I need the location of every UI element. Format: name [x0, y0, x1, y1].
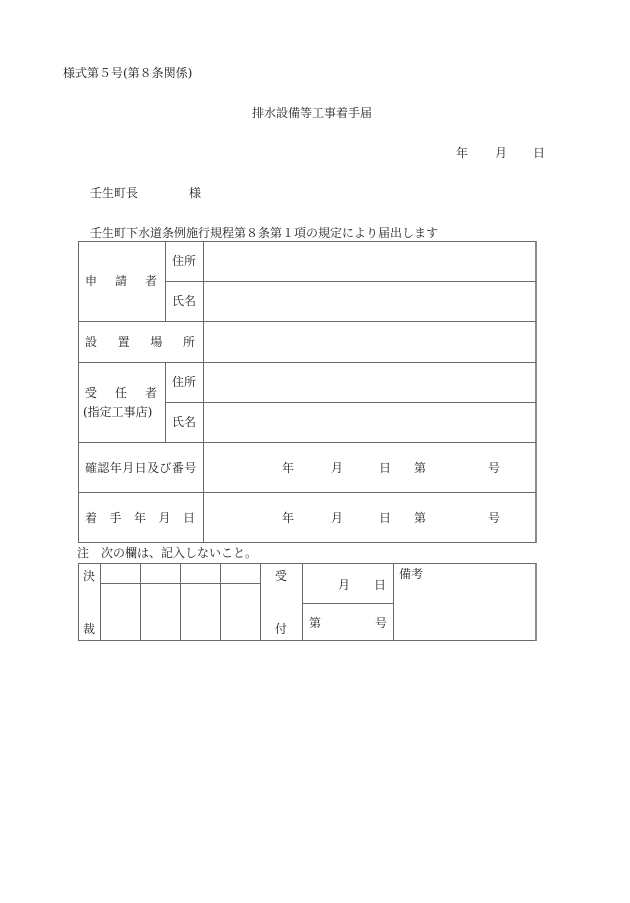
row-divider	[165, 402, 536, 403]
applicant-label-char: 申	[85, 274, 98, 288]
confirmation-day: 日	[379, 461, 392, 475]
row-divider	[78, 321, 536, 322]
location-label	[85, 335, 195, 349]
start-date-month: 月	[331, 511, 344, 525]
statement: 壬生町下水道条例施行規程第８条第１項の規定により届出します	[90, 226, 439, 240]
date-month-label: 月	[495, 146, 508, 160]
location-label-char: 設	[85, 335, 98, 349]
office-col-divider	[260, 563, 261, 641]
start-date-label	[85, 511, 195, 525]
row-divider	[78, 492, 536, 493]
applicant-name-label: 氏名	[172, 294, 197, 308]
contractor-label-char: 者	[144, 386, 157, 400]
applicant-name-field[interactable]	[206, 283, 534, 320]
receipt-no-label: 第	[309, 616, 322, 630]
start-date-day: 日	[379, 511, 392, 525]
contractor-label-char: 任	[114, 386, 127, 400]
contractor-address-label: 住所	[172, 375, 197, 389]
contractor-name-label: 氏名	[172, 415, 197, 429]
contractor-name-field[interactable]	[206, 404, 534, 441]
contractor-sub-label: (指定工事店)	[83, 405, 153, 419]
document-title: 排水設備等工事着手届	[252, 106, 373, 120]
receipt-day-label: 日	[374, 578, 387, 592]
row-divider	[78, 442, 536, 443]
applicant-label	[85, 274, 157, 288]
col-divider	[165, 362, 166, 442]
location-field[interactable]	[206, 323, 534, 361]
col-divider	[203, 241, 204, 543]
confirmation-num: 号	[488, 461, 501, 475]
table-border-right	[535, 241, 537, 543]
start-date-label-char: 年	[133, 511, 146, 525]
office-border-bottom	[78, 640, 536, 641]
remarks-label: 備考	[399, 567, 424, 581]
decision-top-label: 決	[83, 569, 96, 583]
receipt-top-label: 受	[275, 569, 288, 583]
table-border-top	[78, 241, 536, 242]
date-day-label: 日	[533, 146, 546, 160]
applicant-label-char: 請	[114, 274, 127, 288]
start-date-label-char: 手	[109, 511, 122, 525]
location-label-char: 場	[150, 335, 163, 349]
start-date-no: 第	[414, 511, 427, 525]
approval-stamp-box[interactable]	[221, 584, 260, 640]
start-date-num: 号	[488, 511, 501, 525]
honorific: 様	[189, 186, 202, 200]
row-divider	[78, 362, 536, 363]
receipt-month-label: 月	[338, 578, 351, 592]
office-receipt-row-divider	[302, 603, 393, 604]
contractor-label	[85, 386, 157, 400]
approval-stamp-box[interactable]	[181, 584, 220, 640]
row-divider	[165, 281, 536, 282]
applicant-address-label: 住所	[172, 254, 197, 268]
contractor-address-field[interactable]	[206, 364, 534, 401]
start-date-label-char: 月	[158, 511, 171, 525]
start-date-label-char: 日	[182, 511, 195, 525]
date-year-label: 年	[456, 146, 469, 160]
approval-stamp-box[interactable]	[101, 584, 140, 640]
col-divider	[165, 241, 166, 321]
approval-stamp-box[interactable]	[141, 584, 180, 640]
location-label-char: 所	[182, 335, 195, 349]
applicant-label-char: 者	[144, 274, 157, 288]
applicant-address-field[interactable]	[206, 243, 534, 280]
receipt-num-label: 号	[375, 616, 388, 630]
confirmation-year: 年	[282, 461, 295, 475]
table-border-left	[78, 241, 79, 543]
table-border-bottom	[78, 542, 536, 543]
addressee: 壬生町長	[90, 186, 139, 200]
note: 注 次の欄は、記入しないこと。	[77, 546, 258, 560]
confirmation-no: 第	[414, 461, 427, 475]
contractor-label-char: 受	[85, 386, 98, 400]
decision-bottom-label: 裁	[83, 622, 96, 636]
office-col-divider	[302, 563, 303, 641]
receipt-bottom-label: 付	[275, 622, 288, 636]
start-date-year: 年	[282, 511, 295, 525]
form-number: 様式第５号(第８条関係)	[63, 66, 193, 80]
confirmation-label: 確認年月日及び番号	[85, 461, 197, 475]
location-label-char: 置	[117, 335, 130, 349]
confirmation-month: 月	[331, 461, 344, 475]
office-border-left	[78, 563, 79, 641]
start-date-label-char: 着	[85, 511, 98, 525]
office-border-right	[535, 563, 537, 641]
office-col-divider	[393, 563, 394, 641]
office-border-top	[78, 563, 536, 564]
